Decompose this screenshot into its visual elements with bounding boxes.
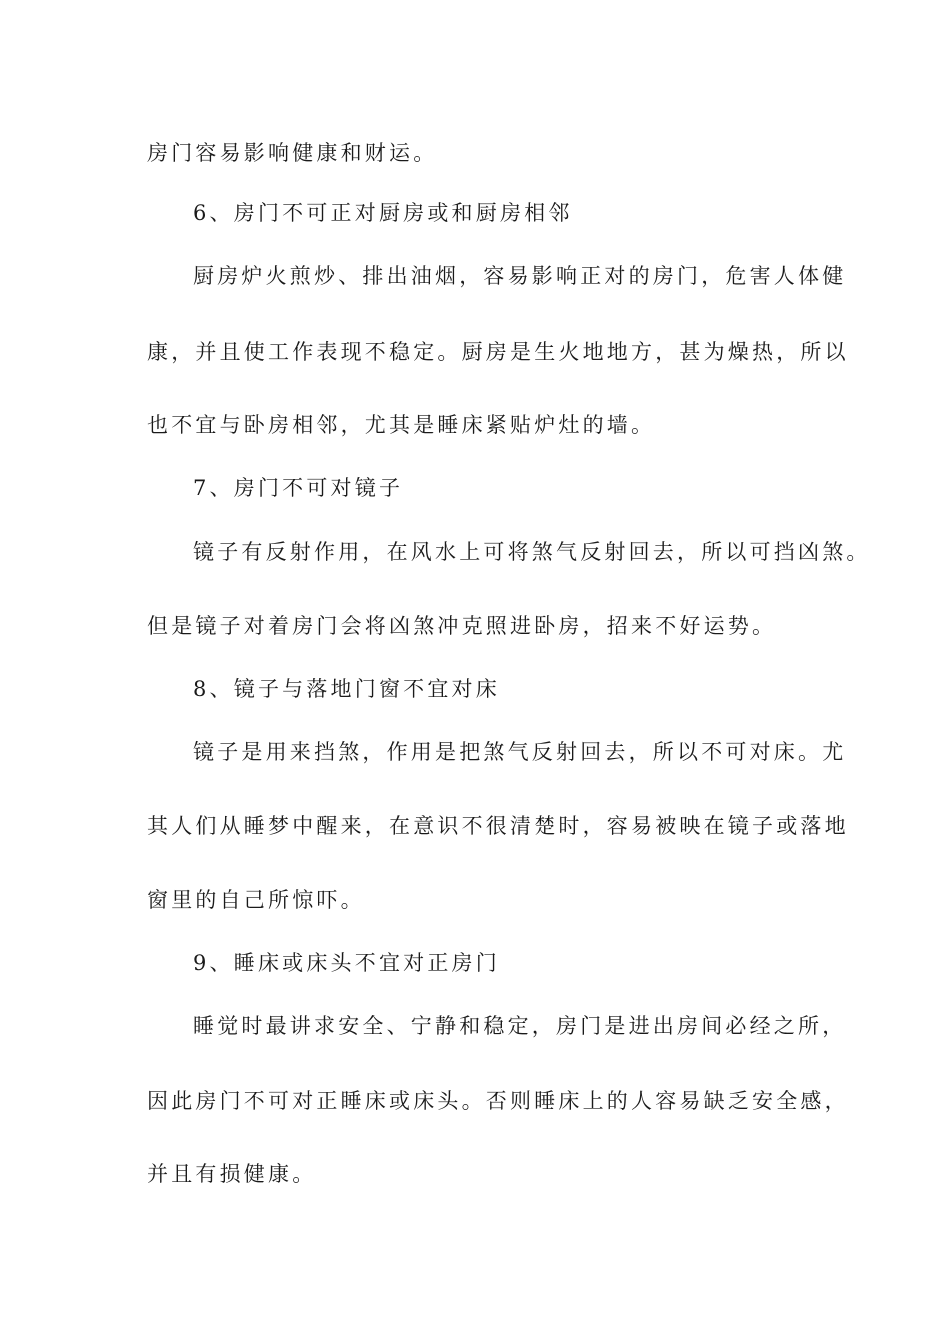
section-heading-9: 9、睡床或床头不宜对正房门 [193, 951, 500, 975]
paragraph-line: 厨房炉火煎炒、排出油烟，容易影响正对的房门，危害人体健 [193, 264, 847, 288]
paragraph-continuation: 房门容易影响健康和财运。 [147, 141, 438, 165]
paragraph-line: 但是镜子对着房门会将凶煞冲克照进卧房，招来不好运势。 [147, 614, 777, 638]
section-heading-7: 7、房门不可对镜子 [193, 476, 404, 500]
paragraph-line: 镜子有反射作用，在风水上可将煞气反射回去，所以可挡凶煞。 [193, 540, 871, 564]
paragraph-line: 也不宜与卧房相邻，尤其是睡床紧贴炉灶的墙。 [147, 413, 656, 437]
paragraph-line: 睡觉时最讲求安全、宁静和稳定，房门是进出房间必经之所， [193, 1014, 847, 1038]
paragraph-line: 因此房门不可对正睡床或床头。否则睡床上的人容易缺乏安全感， [147, 1089, 849, 1113]
paragraph-line: 并且有损健康。 [147, 1162, 317, 1186]
paragraph-line: 镜子是用来挡煞，作用是把煞气反射回去，所以不可对床。尤 [193, 740, 847, 764]
section-heading-8: 8、镜子与落地门窗不宜对床 [193, 677, 500, 701]
paragraph-line: 其人们从睡梦中醒来，在意识不很清楚时，容易被映在镜子或落地 [147, 814, 849, 838]
section-heading-6: 6、房门不可正对厨房或和厨房相邻 [193, 201, 573, 225]
paragraph-line: 康，并且使工作表现不稳定。厨房是生火地地方，甚为燥热，所以 [147, 340, 849, 364]
paragraph-line: 窗里的自己所惊吓。 [147, 888, 365, 912]
